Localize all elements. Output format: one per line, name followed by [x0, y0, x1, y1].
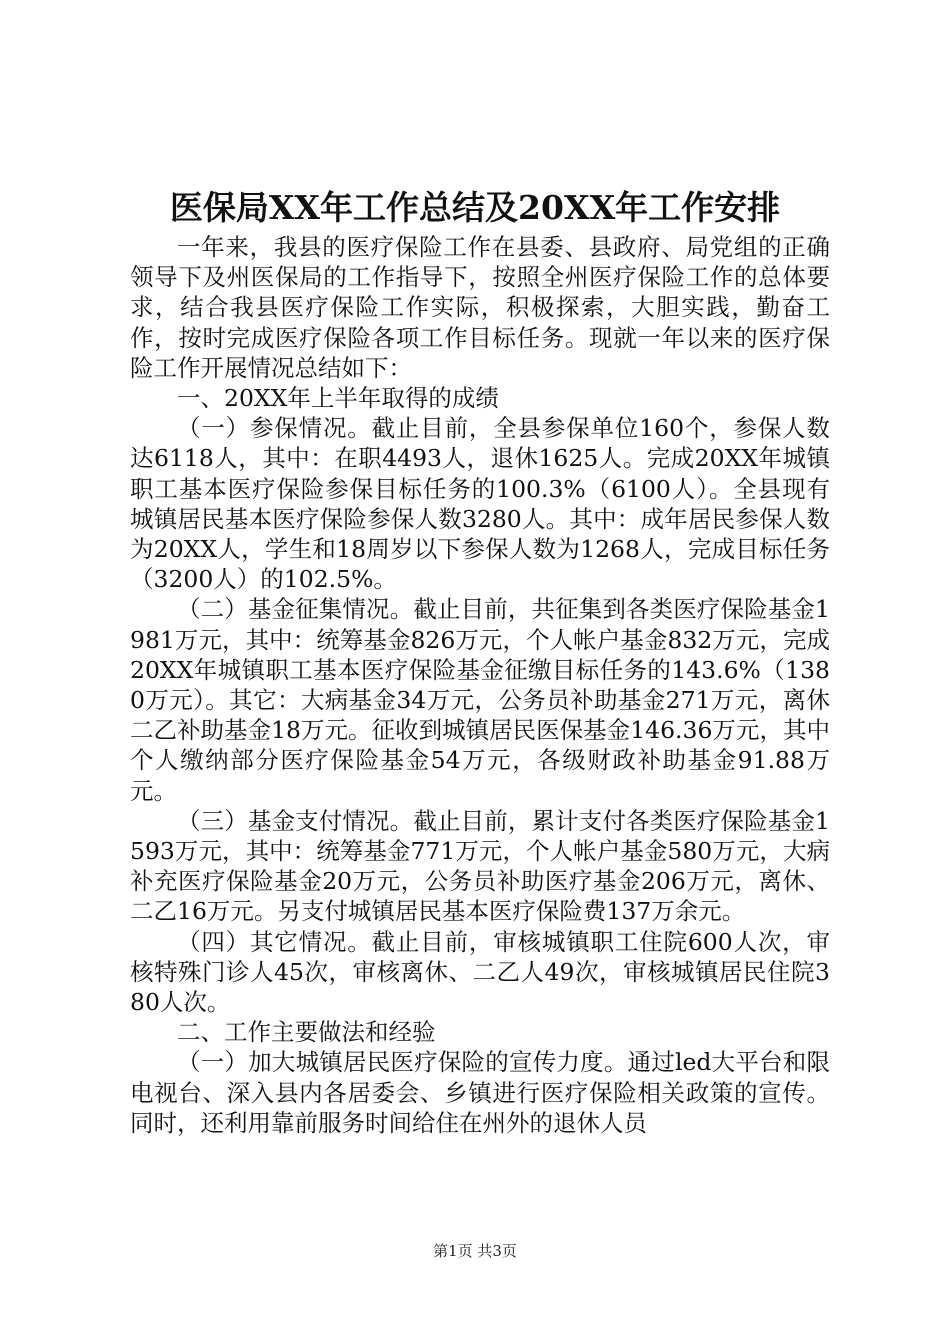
- paragraph-other: （四）其它情况。截止目前，审核城镇职工住院600人次，审核特殊门诊人45次，审核离休、二乙人49次，审核城镇居民住院380人次。: [130, 927, 830, 1017]
- paragraph-fund-payment: （三）基金支付情况。截止目前，累计支付各类医疗保险基金1593万元，其中：统筹基金771万元，个人帐户基金580万元，大病补充医疗保险基金20万元，公务员补助医疗基金206万元，离休、二乙16万元。另支付城镇居民基本医疗保险费137万余元。: [130, 806, 830, 926]
- section-heading-practices: 二、工作主要做法和经验: [177, 1018, 436, 1047]
- document-title: 医保局XX年工作总结及20XX年工作安排: [169, 188, 781, 227]
- section-heading-achievements: 一、20XX年上半年取得的成绩: [177, 384, 499, 413]
- paragraph-publicity: （一）加大城镇居民医疗保险的宣传力度。通过led大平台和限电视台、深入县内各居委会、乡镇进行医疗保险相关政策的宣传。同时，还利用靠前服务时间给住在州外的退休人员: [130, 1048, 830, 1137]
- page-number-footer: 第1页 共3页: [433, 1242, 517, 1260]
- intro-paragraph: 一年来，我县的医疗保险工作在县委、县政府、局党组的正确领导下及州医保局的工作指导下，按照全州医疗保险工作的总体要求，结合我县医疗保险工作实际，积极探索，大胆实践，勤奋工作，按时完成医疗保险各项工作目标任务。现就一年以来的医疗保险工作开展情况总结如下：: [130, 233, 830, 382]
- paragraph-fund-collection: （二）基金征集情况。截止目前，共征集到各类医疗保险基金1981万元，其中：统筹基金826万元，个人帐户基金832万元，完成20XX年城镇职工基本医疗保险基金征缴目标任务的143.6%（1380万元）。其它：大病基金34万元，公务员补助基金271万元，离休二乙补助基金18万元。征收到城镇居民医保基金146.36万元，其中个人缴纳部分医疗保险基金54万元，各级财政补助基金91.88万元。: [130, 595, 830, 805]
- document-body: [130, 232, 830, 1138]
- paragraph-enrollment: （一）参保情况。截止目前，全县参保单位160个，参保人数达6118人，其中：在职4493人，退休1625人。完成20XX年城镇职工基本医疗保险参保目标任务的100.3%（6100人）。全县现有城镇居民基本医疗保险参保人数3280人。其中：成年居民参保人数为20XX人，学生和18周岁以下参保人数为1268人，完成目标任务（3200人）的102.5%。: [130, 414, 830, 594]
